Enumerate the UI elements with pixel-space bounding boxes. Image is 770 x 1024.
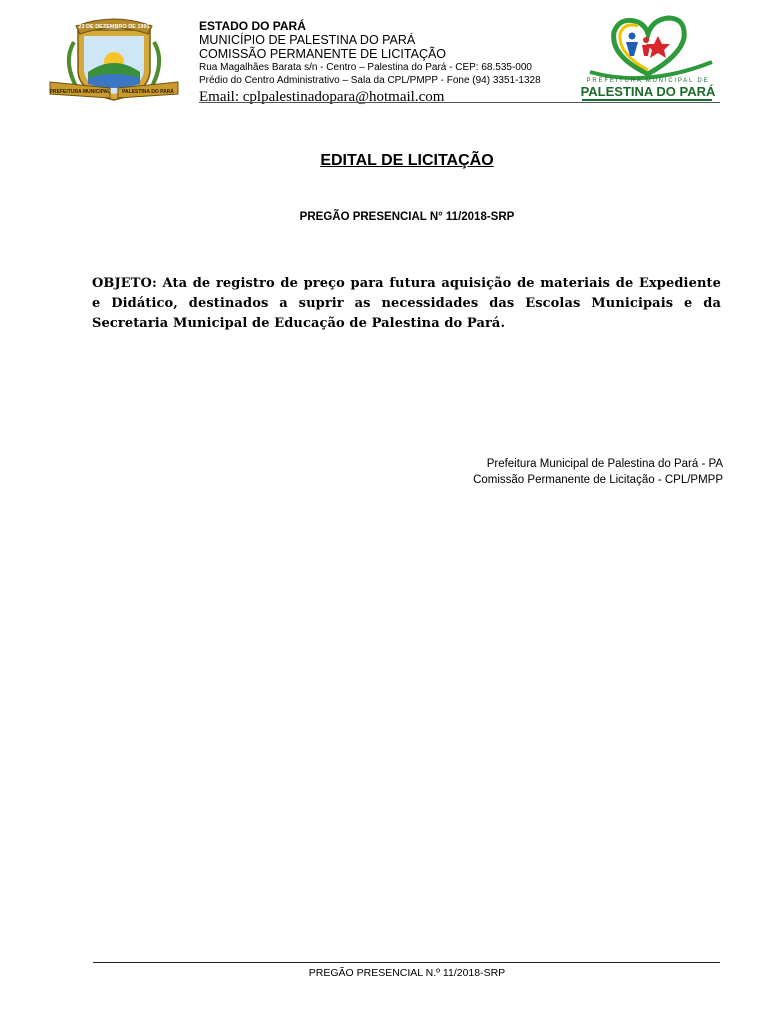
document-subtitle: PREGÃO PRESENCIAL N° 11/2018-SRP	[299, 211, 515, 223]
document-title: EDITAL DE LICITAÇÃO	[320, 152, 494, 169]
municipal-crest-icon	[48, 12, 180, 104]
signature-line-2: Comissão Permanente de Licitação - CPL/PMPP	[473, 474, 723, 486]
signature-line-1: Prefeitura Municipal de Palestina do Pará - PA	[486, 458, 723, 470]
municipality-name: MUNICÍPIO DE PALESTINA DO PARÁ	[199, 33, 416, 47]
prefeitura-heart-logo-icon	[576, 10, 718, 104]
crest-ribbon-right: PALESTINA DO PARÁ	[122, 89, 174, 95]
state-name: ESTADO DO PARÁ	[199, 19, 306, 33]
objeto-paragraph: OBJETO: Ata de registro de preço para futura aquisição de materiais de Expediente e Didático, destinados a suprir as necessidades das Escolas Municipais e da Secretaria Municipal de Educação de Palestina do Pará.	[92, 276, 721, 331]
crest-ribbon-top: 23 DE DEZEMBRO DE 1991	[78, 24, 150, 30]
footer-text: PREGÃO PRESENCIAL N.º 11/2018-SRP	[308, 967, 506, 979]
letterhead	[199, 19, 579, 106]
signature-block	[380, 456, 723, 488]
footer-divider	[93, 962, 720, 963]
logo-top-text: PREFEITURA MUNICIPAL DE	[586, 78, 710, 84]
crest-ribbon-left: PREFEITURA MUNICIPAL	[49, 89, 111, 95]
building-line: Prédio do Centro Administrativo – Sala da CPL/PMPP - Fone (94) 3351-1328	[199, 75, 541, 86]
email-line: Email: cplpalestinadopara@hotmail.com	[199, 89, 445, 105]
logo-name: PALESTINA DO PARÁ	[580, 84, 716, 99]
address-line: Rua Magalhães Barata s/n - Centro – Palestina do Pará - CEP: 68.535-000	[199, 62, 532, 73]
commission-name: COMISSÃO PERMANENTE DE LICITAÇÃO	[199, 47, 447, 61]
